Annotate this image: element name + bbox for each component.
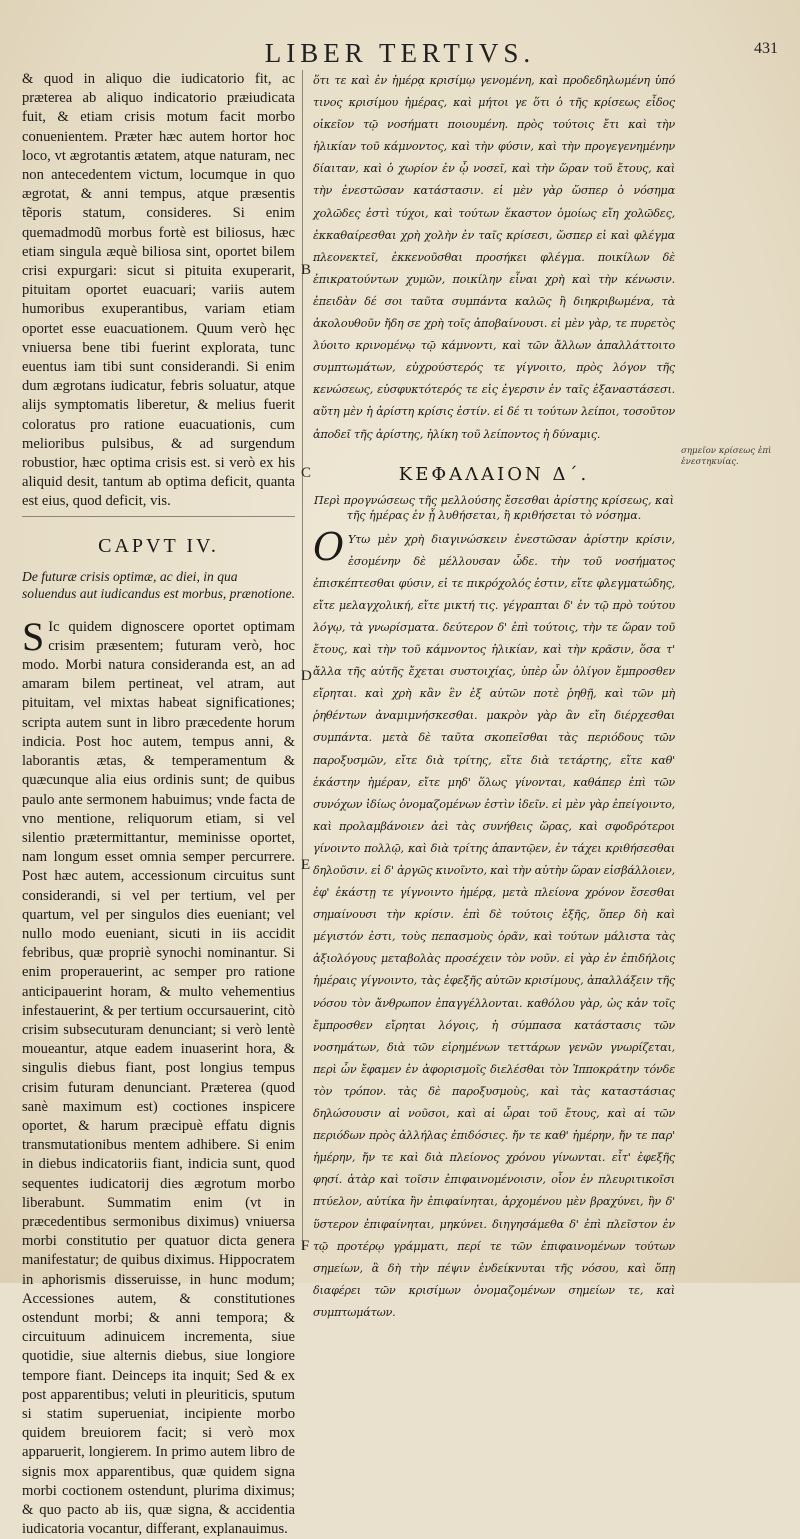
column-divider [302,70,303,1250]
greek-paragraph-1: ὅτι τε καὶ ἐν ἡμέρᾳ κρισίμῳ γενομένη, καὶ προδεδηλωμένη ὑπό τινος κρισίμου ἡμέρας, καὶ μήτοι γε ὅτι ὁ τῆς κρίσεως εἶδος οἰκεῖον τῷ νοσήματι ποιουμένη. πρὸς τούτοις ἔτι καὶ τὴν ἡλικίαν τοῦ κάμνοντος, καὶ τὴν φύσιν, καὶ τὴν προγεγενημένην δίαιταν, καὶ ὁ χωρίον ἐν ᾧ νοσεῖ, καὶ τὴν ὥραν τοῦ ἔτους, καὶ τὴν ἐνεστῶσαν κατάστασιν. εἰ μὲν γὰρ ὥσπερ ὁ νόσημα χολῶδες ἐστὶ τύχοι, καὶ τούτων ἕκαστον ὁμοίως εἴη χολῶδες, ἐκκαθαίρεσθαι χρὴ χολὴν ἐν ταῖς κρίσεσι, ὥσπερ εἰ καὶ φλέγμα πλεονεκτεῖ, ἐκκενοῦσθαι προσήκει φλέγμα. ποικίλων δὲ ἐπικρατούντων χυμῶν, ποικίλην εἶναι χρὴ καὶ τὴν κένωσιν. ἐπειδὰν δέ σοι ταῦτα συμπάντα καλῶς ἢ διηκριβωμένα, τὰ ἀκολουθοῦν ἤδη σε χρὴ τοῖς ἀποβαίνουσι. εἰ μὲν γὰρ, τε πυρετὸς λύοιτο κρινομένῳ τῷ κάμνοντι, καὶ τῶν ἄλλων ἀπαλλάττοιτο συμπτωμάτων, εὐχρούστερός τε γίγνοιτο, πρὸς λόγον τῆς κενώσεως, εὐσφυκτότερός τε εἰς ἐγερσιν ἐν ταῖς ἐξαναστάσεσι. αὕτη μὲν ἡ ἀρίστη κρίσις ἐστίν. εἰ δέ τι τούτων λείποι, τοσοῦτον ἀποδεῖ τῆς ἀρίστης, ἡλίκη τοῦ λείποντος ἡ δύναμις. [313,74,675,441]
greek-chapter-title: ΚΕΦΑΛΑΙΟΝ Δ΄. [398,463,590,485]
latin-paragraph-1: & quod in aliquo die iudicatorio fit, ac præterea ab aliquo indicatorio præiudicata fuit, & etiam crisis motum facit morbo conuenientem. Præter hæc autem hortor hoc loco, vt ægrotantis ætatem, atque naturam, nec non antecedentem victum, locumque in quo ægrotat, & anni tempus, atque præsentis tẽporis statum, consideres. Si enim quemadmodũ morbus fortè est biliosus, hæc etiam singula æquè biliosa sint, oportet bilem crisi expurgari: sicut si pituita exuperarit, pituitam oportet euacuari; variis autem humoribus exuperantibus, variam etiam oportet esse euacuationem. Quum verò hęc vniuersa bene tibi fuerint explorata, tunc euentus iam tibi sunt considerandi. Si enim dum ægrotans iudicatur, febris soluatur, atque alijs symptomatis liberetur, & melius fuerit coloratus pro ratione euacuationis, cum melioribus pulsibus, & ad surgendum robustior, hæc optima crisis est. si verò ex his aliquid desit, tantum ab optima deficit, quanta est eius, quod deficit, vis. [22,71,295,510]
latin-paragraph-2 [22,613,295,1539]
margin-letter-b: B [301,262,312,278]
latin-chapter-title: CAPVT IV. [98,534,219,557]
margin-letter-c: C [301,465,312,481]
greek-paragraph-2-text: Υτω μὲν χρὴ διαγινώσκειν ἐνεστῶσαν ἀρίστην κρίσιν, ἐσομένην δὲ μέλλουσαν ὧδε. τὴν τοῦ νοσήματος ἐπισκέπτεσθαι φύσιν, εἰ τε πικρόχολός ἐστιν, εἴτε φλεγματώδης, εἴτε μελαγχολική, εἴτε μικτή τις. γέγραπται δ' ἐν τῷ πρὸ τούτου λόγῳ, τὰ γνωρίσματα. δεύτερον δ' ἐπὶ τούτοις, τὴν τε ὥραν τοῦ ἔτους, καὶ τὴν τοῦ κάμνοντος ἡλικίαν, καὶ τὴν κρᾶσιν, ὅσα τ' ἄλλα τῆς αὐτῆς ἔχεται συστοιχίας, ὑπὲρ ὧν ὀλίγον ἔμπροσθεν εἴρηται. καὶ χρὴ κἂν ἓν ἐξ αὐτῶν ποτὲ ῥηθῇ, καὶ τῶν μὴ ῥηθέντων ἀναμιμνήσκεσθαι. μακρὸν γὰρ ἂν εἴη διέρχεσθαι συμπάντα. μετὰ δὲ ταῦτα σκοπεῖσθαι τὰς περιόδους τῶν παροξυσμῶν, εἴτε διὰ τρίτης, εἴτε διὰ τετάρτης, εἴτε καθ' ἑκάστην ἡμέραν, εἴτε μηδ' ὅλως γίνονται, καθάπερ ἐπὶ τῶν συνόχων ἰδίως ὀνομαζομένων ἐστὶν ἰδεῖν. εἰ μὲν γὰρ ἐπείγοιντο, καὶ προλαμβάνοιεν ἀεὶ τὰς συνήθεις ὥρας, καὶ σφοδρότεροι γίνοιντο πολλῷ, καὶ διὰ τρίτης ἀπαντῷεν, ἐν τάχει κριθήσεσθαι δηλοῦσιν. εἰ δ' ἀργῶς κινοῖντο, καὶ τὴν αὐτὴν ὥραν εἰσβάλλοιεν, ἐφ' ἑκάστῃ τε γίγνοιντο ἡμέρᾳ, μετὰ πλείονα χρόνον ἔσεσθαι σημαίνουσι τὴν κρίσιν. ἐπὶ δὲ τούτοις ἑξῆς, ὅπερ δὴ καὶ μέγιστόν ἐστι, τοὺς πεπασμοὺς ὁρᾶν, καὶ τούτων μάλιστα τὰς ἀξιολόγους μεταβολὰς προσέχειν τὸν νοῦν. εἰ γὰρ ἐν ἐπιδήλοις ἡμέραις γίγνοιντο, τὰς ἐφεξῆς αὐτῶν κρισίμους, ἀπαλλάξειν τῆς νόσου τὸν ἄνθρωπον ἐπαγγέλλονται. καθόλου γὰρ, ὡς κἀν τοῖς ἔμπροσθεν εἴρηται λόγοις, ἡ σύμπασα κατάστασις τῶν νοσημάτων, διὰ τῶν εἰρημένων τεττάρων γενῶν γνωρίζεται, περὶ ὧν ἔφαμεν ἐν ἀφορισμοῖς διελέσθαι τὸν Ἱπποκράτην τόνδε τὸν τρόπον. τὰς δὲ παροξυσμοὺς, καὶ τὰς καταστάσιας δηλώσουσιν αἱ νοῦσοι, καὶ αἱ ὧραι τοῦ ἔτους, καὶ αἱ τῶν περιόδων πρὸς ἀλλήλας ἐπιδόσιες. ἤν τε καθ' ἡμέρην, ἤν τε παρ' ἡμέρην, ἤν τε καὶ διὰ πλείονος χρόνου γίνωνται. εἶτ' ἐφεξῆς φησί. ἀτὰρ καὶ τοῖσιν ἐπιφαινομένοισιν, οἷον ἐν πλευριτικοῖσι πτύελον, αὐτίκα ἢν ἐπιφαίνηται, ἀρχομένου μὲν βραχύνει, ἢν δ' ὕστερον ἐπιφαίνηται, μηκύνει. διηγησάμεθα δ' ἐπὶ πλεῖστον ἐν τῷ προτέρῳ γράμματι, περί τε τῶν ἐπιφαινομένων τούτων σημείων, ἃ δὴ τὴν πέψιν ἐνδείκνυται τῆς νόσου, καὶ ὅπῃ διαφέρει τῶν κρισίμων ὀνομαζομένων σημείων τε, καὶ συμπτωμάτων. [313,532,675,1319]
greek-paragraph-2 [313,524,675,1324]
margin-letter-f: F [301,1238,310,1254]
margin-letter-e: E [301,857,311,873]
page-number: 431 [754,40,778,57]
latin-paragraph-2-text: Ic quidem dignoscere oportet optimam crisim præsentem; futuram verò, hoc modo. Morbi natura consideranda est, an ad amaram bilem pertineat, vel atram, aut pituitam, vel mixtas habeat significationes; scripta autem sunt in libro præcedente horum indicia. Post hoc autem, tempus anni, & laborantis ætas, & temperamentum & quæcunque alia eius ordinis sunt; de quibus paulo ante sermonem habuimus; vnde facta de vno mentione, reliquorum etiam, si vel silentio prætermittantur, meminisse oportet, nam longum esset omnia semper percurrere. Post hæc autem, accessionum circuitus sunt considerandi, si vel per tertium, vel per quartum, vel per singulos dies eueniant; vel nullo modo eueniant, sicuti in iis accidit febribus, quæ propriè synochi nominantur. Si enim properauerint, ac semper pro ratione anticipauerint horam, & multo vehementius infestauerint, & per tertium occursauerint, citò crisim subsecuturam denunciant; si verò lentè moueantur, atque eadem inuaserint hora, & singulis diebus fiant, post longius tempus crisim futuram denunciant. Præterea (quod sanè maximum est) coctiones inspicere oportet, & harum præcipuè effatu dignis transmutationibus mentem adhibere. Si enim in diebus indicatoriis fiant, indicia sunt, quod sequentes iudicatorij dies ægrotum morbo liberabunt. Summatim enim (vt in præcedentibus sermonibus diximus) vniuersa morbi constitutio per quatuor dicta genera manifestatur; de quibus diximus. Hippocratem in aphorismis disseruisse, in hunc modum; Accessiones autem, & constitutiones ostendunt morbi; & anni tempora; & circuituum adinuicem incrementa, siue quotidie, siue alternis diebus, siue longiore tempore fiant. Deinceps ita inquit; Sed & ex post apparentibus; veluti in pleuriticis, sputum si statim superueniat, incipiente morbo quidem breuiorem facit; si verò mox apparuerit, longierem. In primo autem libro de signis mox apparentibus, quæ quidem signa morbi coctionem ostendunt, plurima diximus; & quo pacto ab iis, quæ signa, & accidentia iudicatoria vocantur, differant, explanauimus. [22,618,295,1538]
latin-chapter-header [22,516,295,602]
greek-chapter-summary: Περὶ προγνώσεως τῆς μελλούσης ἔσεσθαι ἀρίστης κρίσεως, καὶ τῆς ἡμέρας ἐν ᾗ λυθήσεται, ἢ κριθήσεται τὸ νόσημα. [314,493,674,522]
handwritten-margin-note: σημεῖον κρίσεως ἐπὶ ἐνεστηκυίας. [681,446,772,467]
greek-dropcap: Ο [313,524,344,569]
latin-chapter-summary: De futuræ crisis optimæ, ac diei, in qua soluendus aut iudicandus est morbus, prænotione. [22,568,296,601]
latin-column [22,70,295,1539]
latin-dropcap: S [22,613,45,659]
margin-letter-d: D [301,668,312,684]
running-head: LIBER TERTIVS. [264,38,536,68]
greek-column [313,70,675,1324]
